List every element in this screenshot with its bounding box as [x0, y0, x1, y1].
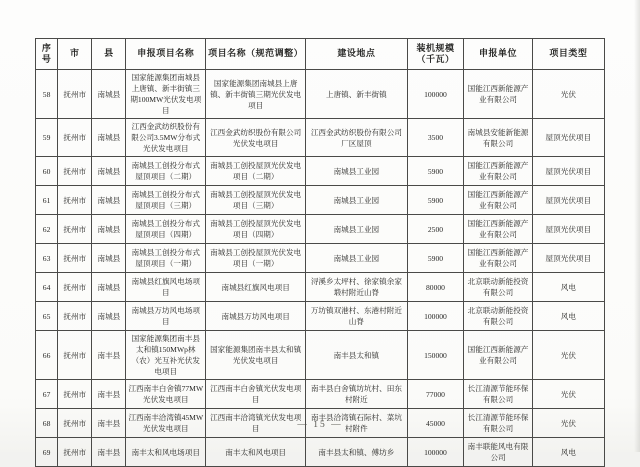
- cell-type: 光伏: [532, 409, 604, 438]
- table-row: [36, 70, 605, 119]
- cell-type: 屋顶光伏项目: [532, 186, 604, 215]
- cell-county: 南城县: [92, 70, 126, 119]
- cell-adjusted_name: 国家能源集团南丰县太和镇光伏发电项目: [206, 331, 306, 380]
- cell-location: 南丰县白舍镇坊坑村、田东村附近: [306, 380, 407, 409]
- cell-adjusted_name: 南城县工创投屋顶光伏发电项目（二期）: [206, 157, 306, 186]
- cell-seq: 58: [36, 70, 58, 119]
- cell-county: 南城县: [92, 215, 126, 244]
- cell-adjusted_name: 江西南丰洽湾镇光伏发电项目: [206, 409, 306, 438]
- cell-type: 屋顶光伏项目: [532, 215, 604, 244]
- table-row: [36, 186, 605, 215]
- cell-capacity: 77000: [407, 380, 464, 409]
- cell-capacity: 100000: [407, 438, 464, 467]
- cell-applicant: 国能江西新能源产业有限公司: [464, 331, 532, 380]
- table-row: [36, 273, 605, 302]
- cell-seq: 60: [36, 157, 58, 186]
- cell-type: 屋顶光伏项目: [532, 157, 604, 186]
- table-row: [36, 331, 605, 380]
- column-header-capacity: 装机规模（千瓦）: [407, 39, 464, 70]
- cell-county: 南丰县: [92, 438, 126, 467]
- cell-county: 南丰县: [92, 331, 126, 380]
- cell-county: 南丰县: [92, 380, 126, 409]
- cell-city: 抚州市: [58, 70, 92, 119]
- cell-capacity: 45000: [407, 409, 464, 438]
- column-header-declared: 申报项目名称: [126, 39, 206, 70]
- cell-applicant: 国能江西新能源产业有限公司: [464, 186, 532, 215]
- cell-applicant: 南丰联能风电有限公司: [464, 438, 532, 467]
- cell-declared_name: 南城县红旗风电场项目: [126, 273, 206, 302]
- cell-county: 南城县: [92, 157, 126, 186]
- cell-type: 屋顶光伏项目: [532, 119, 604, 157]
- cell-seq: 65: [36, 302, 58, 331]
- cell-location: 江西金武纺织股份有限公司厂区屋顶: [306, 119, 407, 157]
- cell-applicant: 国能江西新能源产业有限公司: [464, 70, 532, 119]
- table-row: [36, 380, 605, 409]
- page-number: — 15 —: [297, 420, 343, 430]
- cell-seq: 59: [36, 119, 58, 157]
- cell-applicant: 长江清源节能环保有限公司: [464, 409, 532, 438]
- cell-county: 南城县: [92, 119, 126, 157]
- cell-city: 抚州市: [58, 119, 92, 157]
- cell-city: 抚州市: [58, 273, 92, 302]
- cell-capacity: 2500: [407, 215, 464, 244]
- cell-capacity: 5900: [407, 186, 464, 215]
- column-header-adjusted: 项目名称（规范调整）: [206, 39, 306, 70]
- cell-location: 南城县工业园: [306, 186, 407, 215]
- cell-applicant: 北京联动新能投资有限公司: [464, 302, 532, 331]
- cell-seq: 64: [36, 273, 58, 302]
- cell-city: 抚州市: [58, 438, 92, 467]
- cell-adjusted_name: 南城县工创投屋顶光伏发电项目（三期）: [206, 186, 306, 215]
- column-header-city: 市: [58, 39, 92, 70]
- cell-applicant: 南城县安能新能源有限公司: [464, 119, 532, 157]
- cell-applicant: 国能江西新能源产业有限公司: [464, 157, 532, 186]
- cell-applicant: 长江清源节能环保有限公司: [464, 380, 532, 409]
- cell-city: 抚州市: [58, 302, 92, 331]
- cell-seq: 63: [36, 244, 58, 273]
- cell-county: 南城县: [92, 273, 126, 302]
- cell-declared_name: 江西金武纺织股份有限公司3.5MW分布式光伏发电项目: [126, 119, 206, 157]
- cell-capacity: 100000: [407, 70, 464, 119]
- cell-location: 南丰县太和镇: [306, 331, 407, 380]
- table-row: [36, 244, 605, 273]
- cell-type: 风电: [532, 438, 604, 467]
- cell-seq: 67: [36, 380, 58, 409]
- table-row: [36, 157, 605, 186]
- cell-capacity: 3500: [407, 119, 464, 157]
- cell-city: 抚州市: [58, 244, 92, 273]
- cell-county: 南丰县: [92, 409, 126, 438]
- cell-county: 南城县: [92, 302, 126, 331]
- cell-adjusted_name: 江西金武纺织股份有限公司光伏发电项目: [206, 119, 306, 157]
- cell-seq: 62: [36, 215, 58, 244]
- cell-declared_name: 南城县工创投分布式屋顶项目（二期）: [126, 157, 206, 186]
- cell-location: 浔溪乡太坪村、徐家镇余家塅村附近山脊: [306, 273, 407, 302]
- table-row: [36, 119, 605, 157]
- cell-city: 抚州市: [58, 380, 92, 409]
- cell-type: 风电: [532, 273, 604, 302]
- cell-location: 南丰县太和镇、傅坊乡: [306, 438, 407, 467]
- cell-city: 抚州市: [58, 331, 92, 380]
- cell-type: 屋顶光伏项目: [532, 244, 604, 273]
- cell-location: 南丰县洽湾镇石际村、菜坑村附件: [306, 409, 407, 438]
- cell-capacity: 150000: [407, 331, 464, 380]
- cell-type: 光伏: [532, 331, 604, 380]
- column-header-seq: 序号: [36, 39, 58, 70]
- cell-location: 上唐镇、新丰街镇: [306, 70, 407, 119]
- cell-adjusted_name: 南城县红旗风电项目: [206, 273, 306, 302]
- cell-capacity: 5900: [407, 244, 464, 273]
- column-header-applicant: 申报单位: [464, 39, 532, 70]
- cell-location: 万坊镇双港村、东港村附近山脊: [306, 302, 407, 331]
- table-row: [36, 302, 605, 331]
- cell-capacity: 80000: [407, 273, 464, 302]
- cell-applicant: 国能江西新能源产业有限公司: [464, 215, 532, 244]
- cell-type: 光伏: [532, 380, 604, 409]
- cell-declared_name: 南城县工创投分布式屋顶项目（三期）: [126, 186, 206, 215]
- cell-seq: 68: [36, 409, 58, 438]
- projects-table: [35, 38, 605, 467]
- table-row: [36, 215, 605, 244]
- cell-type: 风电: [532, 302, 604, 331]
- cell-location: 南城县工业园: [306, 215, 407, 244]
- cell-location: 南城县工业园: [306, 244, 407, 273]
- cell-type: 光伏: [532, 70, 604, 119]
- cell-applicant: 北京联动新能投资有限公司: [464, 273, 532, 302]
- cell-declared_name: 南城县工创投分布式屋顶项目（四期）: [126, 215, 206, 244]
- cell-city: 抚州市: [58, 409, 92, 438]
- column-header-county: 县: [92, 39, 126, 70]
- column-header-type: 项目类型: [532, 39, 604, 70]
- cell-declared_name: 南城县万坊风电场项目: [126, 302, 206, 331]
- cell-adjusted_name: 南丰太和风电项目: [206, 438, 306, 467]
- cell-capacity: 100000: [407, 302, 464, 331]
- cell-declared_name: 国家能源集团南丰县太和镇150MWp林（农）光互补光伏发电项目: [126, 331, 206, 380]
- cell-adjusted_name: 南城县万坊风电项目: [206, 302, 306, 331]
- cell-adjusted_name: 江西南丰白舍镇光伏发电项目: [206, 380, 306, 409]
- cell-county: 南城县: [92, 244, 126, 273]
- cell-declared_name: 南城县工创投分布式屋顶项目（一期）: [126, 244, 206, 273]
- cell-capacity: 5900: [407, 157, 464, 186]
- scan-edge-shading: [634, 0, 640, 452]
- cell-declared_name: 江西南丰白舍镇77MW光伏发电项目: [126, 380, 206, 409]
- table-header-row: [36, 39, 605, 70]
- cell-seq: 61: [36, 186, 58, 215]
- cell-declared_name: 江西南丰洽湾镇45MW光伏发电项目: [126, 409, 206, 438]
- cell-adjusted_name: 南城县工创投屋顶光伏发电项目（四期）: [206, 215, 306, 244]
- column-header-location: 建设地点: [306, 39, 407, 70]
- cell-location: 南城县工业园: [306, 157, 407, 186]
- table-row: [36, 438, 605, 467]
- cell-adjusted_name: 南城县工创投屋顶光伏发电项目（一期）: [206, 244, 306, 273]
- cell-city: 抚州市: [58, 186, 92, 215]
- cell-seq: 66: [36, 331, 58, 380]
- cell-seq: 69: [36, 438, 58, 467]
- cell-declared_name: 南丰太和风电场项目: [126, 438, 206, 467]
- cell-adjusted_name: 国家能源集团南城县上唐镇、新丰街镇三期光伏发电项目: [206, 70, 306, 119]
- cell-declared_name: 国家能源集团南城县上唐镇、新丰街镇三期100MW光伏发电项目: [126, 70, 206, 119]
- cell-county: 南城县: [92, 186, 126, 215]
- cell-city: 抚州市: [58, 215, 92, 244]
- cell-city: 抚州市: [58, 157, 92, 186]
- cell-applicant: 国能江西新能源产业有限公司: [464, 244, 532, 273]
